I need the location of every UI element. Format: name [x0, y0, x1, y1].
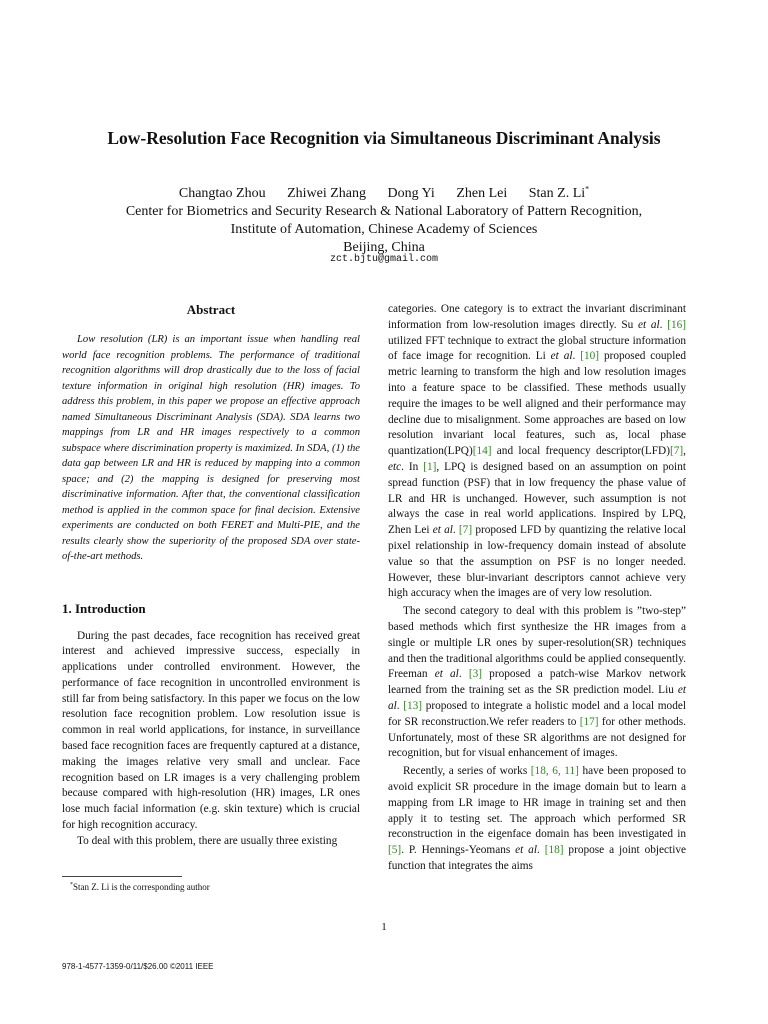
paragraph-text: The second category to deal with this problem is ”two-step” based methods which first synthesize the HR images from a single or multiple LR ones by super-resolution(SR) techniques and then the traditional algorithms could be applied consequently. Freeman [388, 605, 686, 681]
paragraph-text: , [683, 445, 686, 458]
author-names [0, 180, 768, 203]
paragraph-text: Recently, a series of works [403, 765, 531, 778]
paragraph-text: , LPQ is designed based on an assumption on point spread function (PSF) that in low frequency the phase value of LR and HR is unchanged. However, such assumption is not always the case in real world applications. Inspired by LPQ, Zhen Lei [388, 460, 686, 537]
citation-link: [5] [388, 844, 402, 857]
body-paragraph [388, 604, 686, 762]
paragraph-text: . [458, 668, 469, 681]
copyright-notice: 978-1-4577-1359-0/11/$26.00 ©2011 IEEE [62, 962, 214, 971]
citation-link: [14] [472, 445, 492, 458]
footnote-divider [62, 876, 182, 877]
paragraph-text: . [572, 350, 581, 363]
author-block [0, 180, 768, 257]
paragraph-text: for other methods. Unfortunately, most of these SR algorithms are not designed for recognition, but for visual enhancement of images. [388, 715, 686, 760]
footnote-text: Stan Z. Li is the corresponding author [73, 882, 210, 892]
italic-text: et al [388, 684, 686, 712]
affiliation-line: Institute of Automation, Chinese Academy of Sciences [230, 221, 538, 237]
section-heading-introduction: 1. Introduction [62, 600, 146, 616]
paragraph-text: proposed a patch-wise Markov network learned from the training set as the SR prediction model. Liu [388, 668, 686, 697]
italic-text: et al [637, 318, 660, 331]
paragraph-text: proposed LFD by quantizing the relative local pixel relationship in low-frequency domain instead of absolute value so that the assumption on PSF is no longer needed. However, these blur-invariant descriptors cannot achieve very high accuracy when the images are of very low resolution. [388, 524, 686, 600]
author-name: Dong Yi [387, 185, 435, 201]
citation-link: [13] [403, 699, 423, 712]
intro-paragraph: To deal with this problem, there are usually three existing [77, 834, 338, 847]
citation-link: [17] [579, 715, 599, 728]
citation-link: [16] [667, 318, 687, 331]
affiliation-line: Center for Biometrics and Security Research & National Laboratory of Pattern Recognition, [125, 203, 643, 219]
abstract-text: Low resolution (LR) is an important issue when handling real world face recognition problems. The performance of traditional recognition algorithms will drop drastically due to the loss of facial texture information in original high resolution (HR) images. To address this problem, in this paper we propose an effective approach named Simultaneous Discriminant Analysis (SDA). SDA learns two mappings from LR and HR images respectively to a common subspace where discrimination property is maximized. In SDA, (1) the data gap between LR and HR is reduced by mapping into a common space; and (2) the mapping is designed for preserving most discriminative information. After that, the conventional classification method is applied in the common space for final decision. Extensive experiments are conducted on both FERET and Multi-PIE, and the results clearly show the superiority of the proposed SDA over state-of-the-art methods. [62, 334, 360, 562]
paragraph-text: have been proposed to avoid explicit SR procedure in the image domain but to learn a mapping from LR image to HR image in training set and then apply it to testing set. The approach which performed SR reconstruction in the eigenface domain has been investigated in [388, 765, 687, 841]
author-name: Zhiwei Zhang [287, 185, 366, 201]
citation-link: [18] [544, 844, 564, 857]
footnote-mark: * [70, 882, 73, 888]
affiliation-line: Beijing, China [343, 239, 425, 255]
paragraph-text: and local frequency descriptor(LFD) [491, 445, 670, 458]
body-paragraph [388, 302, 686, 602]
author-name-corresponding [529, 186, 589, 201]
italic-text: et al [432, 524, 453, 537]
abstract-heading: Abstract [186, 302, 236, 317]
paragraph-text: proposed to integrate a holistic model and a local model for SR reconstruction.We refer readers to [388, 699, 686, 728]
paragraph-text: categories. One category is to extract the invariant discriminant information from low-resolution images directly. Su [388, 303, 686, 331]
paragraph-text: . [396, 699, 404, 712]
citation-link: [18, 6, 11] [530, 765, 579, 778]
citation-link: [1] [423, 460, 437, 473]
intro-paragraph: During the past decades, face recognition has received great interest and achieved impressive success, especially in applications under controlled environment. However, the performance of face recognition in uncontrolled environment is still far from being satisfactory. In this paper we focus on the low resolution face recognition problem. Low resolution issue is common in real world applications, for instance, in surveillance based face recognition faces are frequently captured at a distance, making the images relative very small and unclear. Face recognition based on LR images is a very challenging problem because compared with high-resolution (HR) images, LR ones lose much facial information (e.g. skin texture) which is crucial for high recognition accuracy. [62, 629, 360, 832]
italic-text: et al [434, 668, 459, 681]
author-email: zct.bjtu@gmail.com [329, 254, 439, 265]
paragraph-text: . In [401, 460, 424, 473]
italic-text: et al [550, 350, 573, 363]
left-column [62, 302, 360, 850]
citation-link: [7] [458, 524, 473, 537]
corresponding-mark: * [585, 184, 590, 193]
paragraph-text: . [536, 844, 545, 857]
paper-title: Low-Resolution Face Recognition via Simultaneous Discriminant Analysis [107, 128, 661, 148]
paragraph-text: propose a joint objective function that integrates the aims [388, 844, 686, 872]
page-number: 1 [381, 921, 387, 933]
author-name: Stan Z. Li [528, 185, 586, 201]
paragraph-text: . P. Hennings-Yeomans [401, 844, 516, 857]
citation-link: [7] [669, 445, 684, 458]
author-name: Changtao Zhou [178, 185, 266, 201]
paragraph-text: . [659, 318, 668, 331]
paragraph-text: utilized FFT technique to extract the global structure information of face image for recognition. Li [388, 334, 686, 363]
citation-link: [3] [468, 668, 482, 681]
paragraph-text: . [452, 524, 459, 537]
author-name: Zhen Lei [456, 185, 508, 201]
italic-text: etc [388, 460, 402, 473]
citation-link: [10] [580, 350, 600, 363]
right-column [388, 302, 686, 875]
italic-text: et al [515, 844, 537, 857]
paragraph-text: proposed coupled metric learning to transform the high and low resolution images into a feature space to be classified. These methods usually require the images to be well aligned and their performance may decline due to misalignment. Some approaches are based on low resolution invariant local features, such as, local phase quantization(LPQ) [388, 350, 687, 458]
footnote [70, 882, 210, 892]
body-paragraph [388, 764, 686, 875]
